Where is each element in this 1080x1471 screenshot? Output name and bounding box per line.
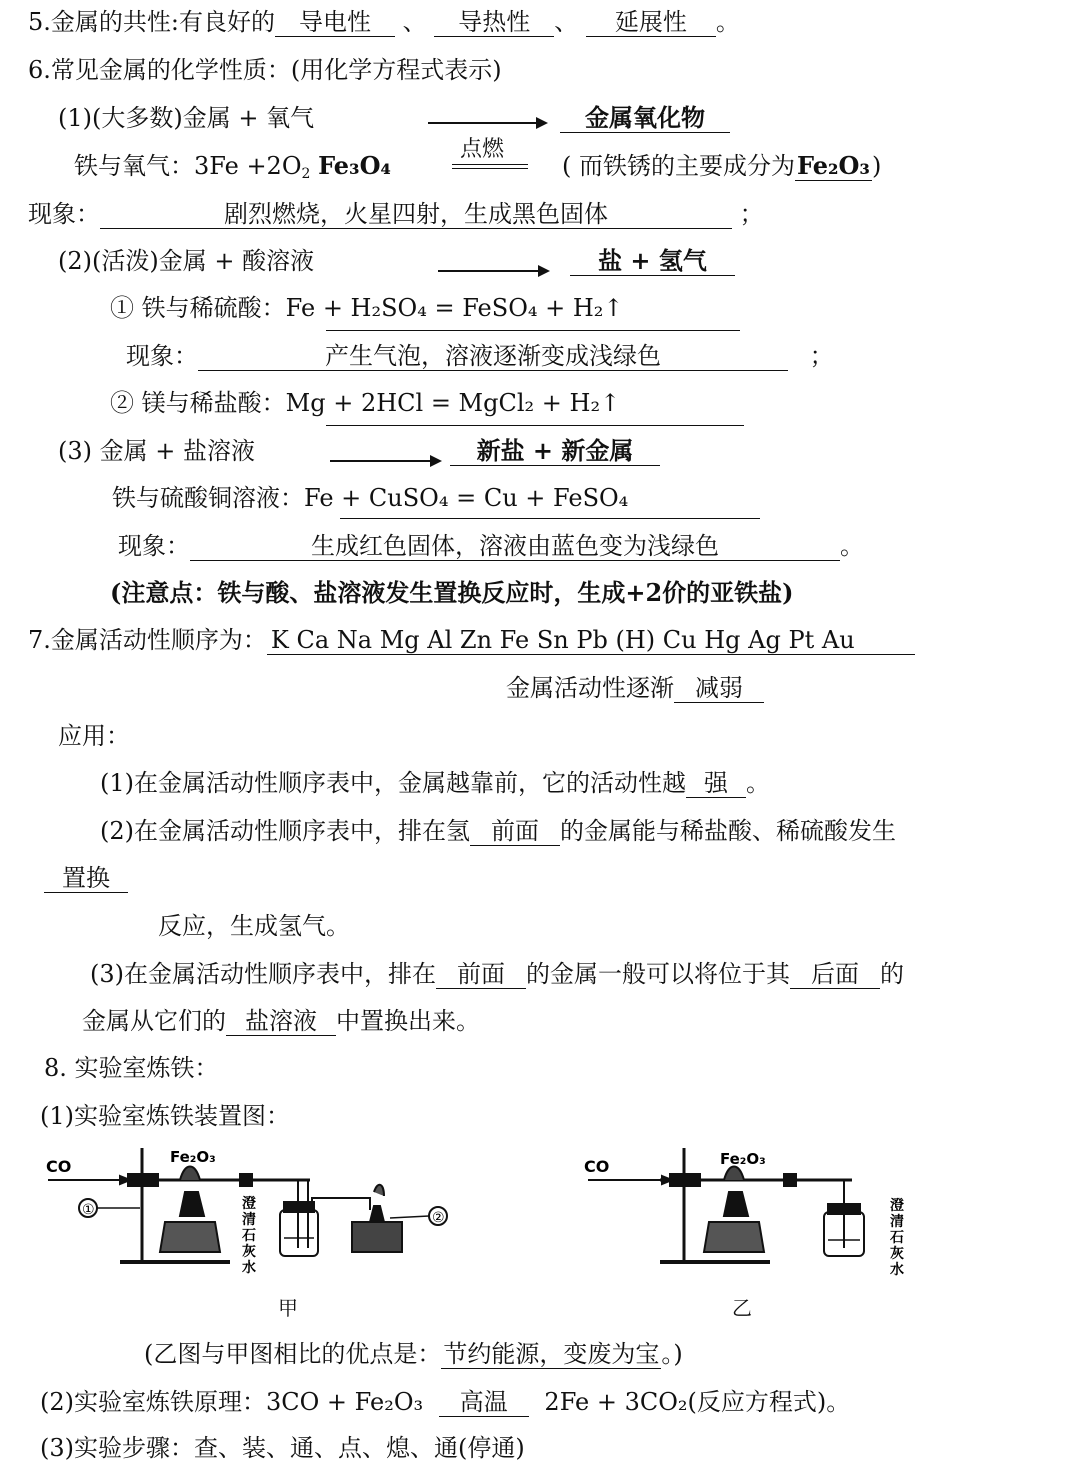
section-7-order: 7.金属活动性顺序为： K Ca Na Mg Al Zn Fe Sn Pb (H) Cu Hg Ag Pt Au: [28, 624, 915, 656]
label-fe2o3: Fe₂O₃: [170, 1148, 216, 1166]
rust-note: ( 而铁锈的主要成分为Fe₂O₃): [562, 151, 882, 180]
apparatus-figure-jia: [40, 1140, 470, 1285]
apparatus-figure-yi: [580, 1140, 920, 1285]
label-co: CO: [584, 1157, 610, 1176]
reaction-2-product: 盐 + 氢气: [570, 245, 735, 277]
steps: (3)实验步骤：查、装、通、点、熄、通(停通): [40, 1434, 525, 1462]
condition-ignite: 点燃: [460, 137, 505, 162]
eq-underline: [326, 425, 744, 426]
phenomenon-3: 现象： 生成红色固体，溶液由蓝色变为浅绿色 。: [118, 532, 864, 560]
reaction-1-label: (1)(大多数)金属 + 氧气: [58, 104, 315, 132]
marker-1: ①: [82, 1202, 95, 1218]
reaction-2a: ① 铁与稀硫酸：Fe + H₂SO₄ = FeSO₄ + H₂↑: [110, 294, 624, 322]
limewater-char: 石: [890, 1230, 904, 1246]
limewater-char: 清: [890, 1214, 904, 1230]
limewater-char: 水: [242, 1260, 256, 1276]
blank-ductility: 延展性: [586, 8, 716, 37]
limewater-char: 澄: [890, 1198, 904, 1214]
caption-jia: 甲: [278, 1296, 298, 1320]
limewater-char: 石: [242, 1228, 256, 1244]
condition-high-temp: 高温: [439, 1388, 529, 1417]
eq-underline: [340, 518, 760, 519]
section-6-title: 6.常见金属的化学性质：(用化学方程式表示): [28, 56, 502, 84]
phenomenon-2: 现象： 产生气泡，溶液逐渐变成浅绿色 ；: [126, 342, 834, 370]
note: (注意点：铁与酸、盐溶液发生置换反应时，生成+2价的亚铁盐): [110, 578, 794, 607]
label-fe2o3: Fe₂O₃: [720, 1150, 766, 1168]
application-1: (1)在金属活动性顺序表中，金属越靠前，它的活动性越 强 。: [100, 769, 770, 797]
reaction-3a: 铁与硫酸铜溶液：Fe + CuSO₄ = Cu + FeSO₄: [112, 484, 629, 512]
limewater-char: 清: [242, 1212, 256, 1228]
application-2: (2)在金属活动性顺序表中，排在氢 前面 的金属能与稀盐酸、稀硫酸发生: [100, 817, 896, 845]
arrow-icon: [438, 270, 548, 272]
limewater-char: 水: [890, 1262, 904, 1278]
reaction-1-product: 金属氧化物: [560, 102, 730, 134]
limewater-char: 澄: [242, 1196, 256, 1212]
phenomenon-1: 现象： 剧烈燃烧，火星四射，生成黑色固体 ；: [28, 200, 764, 228]
reaction-3-label: (3) 金属 + 盐溶液: [58, 437, 255, 465]
caption-yi: 乙: [732, 1296, 752, 1320]
blank-conductivity: 导电性: [275, 8, 395, 37]
condition-line: [452, 164, 528, 165]
fe-o2-eq: 铁与氧气：$3Fe +2O_2$ Fe₃O₄: [74, 151, 391, 182]
apparatus-heading: (1)实验室炼铁装置图：: [40, 1102, 290, 1130]
limewater-char: 灰: [242, 1244, 256, 1260]
advantage: (乙图与甲图相比的优点是：节约能源，变废为宝。): [144, 1340, 683, 1368]
eq-underline: [326, 330, 740, 331]
section-5: 5.金属的共性:有良好的 导电性 、 导热性 、 延展性 。: [28, 8, 740, 36]
application-2-end: 反应，生成氢气。: [158, 912, 350, 940]
section-8-title: 8. 实验室炼铁：: [44, 1054, 219, 1082]
application-2-blank: 置换: [44, 862, 128, 894]
application-3-line2: 金属从它们的 盐溶液 中置换出来。: [82, 1007, 480, 1035]
activity-trend: 金属活动性逐渐 减弱: [506, 672, 764, 704]
limewater-char: 灰: [890, 1246, 904, 1262]
application-label: 应用：: [58, 722, 130, 750]
principle: (2)实验室炼铁原理：3CO + Fe₂O₃ 高温 2Fe + 3CO₂(反应方程式)。: [40, 1388, 851, 1416]
fe3o4-product: Fe₃O₄: [318, 151, 391, 180]
reaction-3-product: 新盐 + 新金属: [450, 435, 660, 467]
blank-heat: 导热性: [434, 8, 554, 37]
reaction-2-label: (2)(活泼)金属 + 酸溶液: [58, 247, 315, 275]
application-3: (3)在金属活动性顺序表中，排在 前面 的金属一般可以将位于其 后面 的: [90, 960, 904, 988]
marker-2: ②: [432, 1210, 445, 1226]
arrow-icon: [428, 122, 546, 124]
reaction-2b: ② 镁与稀盐酸：Mg + 2HCl = MgCl₂ + H₂↑: [110, 389, 621, 417]
arrow-icon: [330, 460, 440, 462]
label-co: CO: [46, 1157, 72, 1176]
condition-line-2: [452, 168, 528, 169]
